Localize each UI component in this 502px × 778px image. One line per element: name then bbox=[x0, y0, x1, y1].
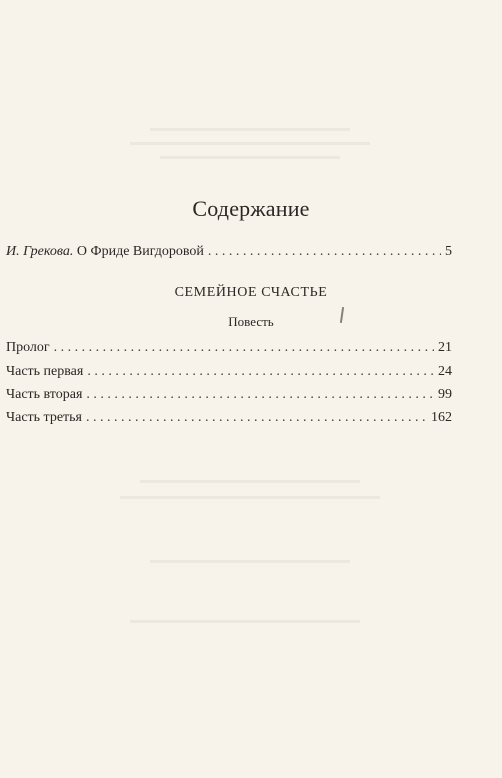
toc-entry bbox=[6, 340, 452, 356]
toc-intro-author: И. Грекова. bbox=[6, 244, 74, 259]
dot-leader bbox=[208, 244, 441, 260]
toc-intro-label bbox=[6, 244, 204, 260]
bleed-through bbox=[130, 620, 360, 623]
toc-entry-page: 24 bbox=[438, 364, 452, 379]
toc-entry bbox=[6, 410, 452, 426]
toc-entry-label: Часть третья bbox=[6, 410, 82, 425]
toc-intro-entry bbox=[6, 244, 452, 260]
bleed-through bbox=[130, 142, 370, 145]
toc-entry-page: 99 bbox=[438, 387, 452, 402]
dot-leader bbox=[87, 364, 434, 380]
toc-entry bbox=[6, 387, 452, 403]
bleed-through bbox=[150, 560, 350, 563]
bleed-through bbox=[120, 496, 380, 499]
toc-entry-label: Пролог bbox=[6, 340, 50, 355]
bleed-through bbox=[140, 480, 360, 483]
toc-intro-page: 5 bbox=[445, 244, 452, 259]
toc-entry-page: 21 bbox=[438, 340, 452, 355]
toc-entry-label: Часть первая bbox=[6, 364, 84, 379]
dot-leader bbox=[86, 410, 427, 426]
bleed-through bbox=[160, 156, 340, 159]
toc-entry-label: Часть вторая bbox=[6, 387, 83, 402]
toc-intro-text: О Фриде Вигдоровой bbox=[76, 244, 204, 259]
dot-leader bbox=[54, 340, 434, 356]
dot-leader bbox=[86, 387, 434, 403]
section-title: СЕМЕЙНОЕ СЧАСТЬЕ bbox=[174, 285, 328, 300]
bleed-through bbox=[150, 128, 350, 131]
toc-entry bbox=[6, 364, 452, 380]
section-subtitle: Повесть bbox=[228, 314, 274, 329]
toc-entry-page: 162 bbox=[431, 410, 452, 425]
contents-title: Содержание bbox=[192, 196, 310, 221]
